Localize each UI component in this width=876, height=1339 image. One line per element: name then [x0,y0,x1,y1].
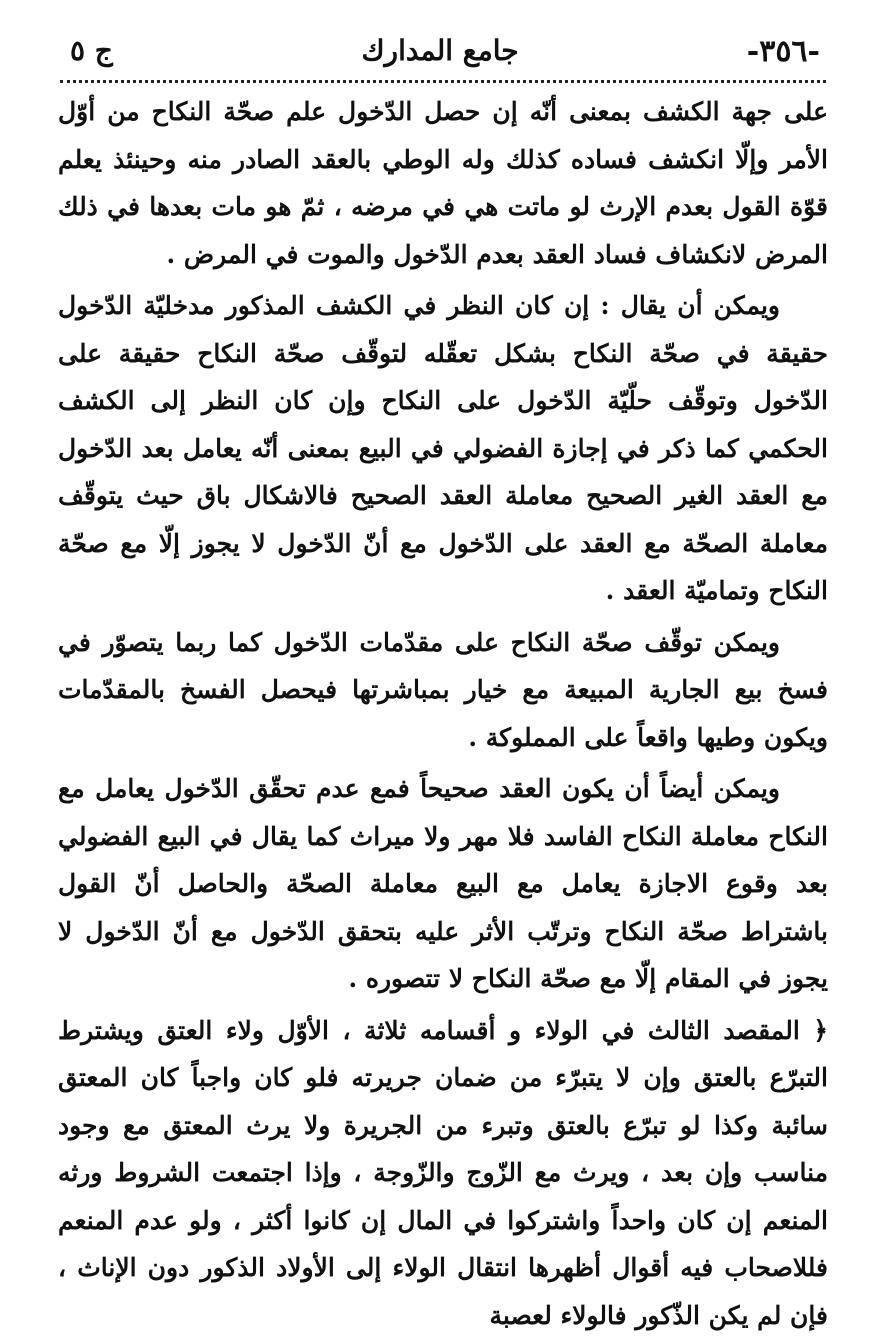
paragraph: ويمكن أن يقال : إن كان النظر في الكشف المذكور مدخليّة الدّخول حقيقة في صحّة النكاح بشكل تعقّله لتوقّف صحّة النكاح حقيقة على الدّخول وتوقّف حلّيّة الدّخول على النكاح وإن كان النظر إلى الكشف الحكمي كما ذكر في إجازة الفضولي في البيع بمعنى أنّه يعامل بعد الدّخول مع العقد الغير الصحيح معاملة العقد الصحيح فالاشكال باق حيث يتوقّف معاملة الصحّة مع العقد على الدّخول مع أنّ الدّخول لا يجوز إلّا مع صحّة النكاح وتماميّة العقد . [58,282,828,615]
volume-label: ج ٥ [70,34,113,67]
page-header [60,30,820,78]
header-divider [60,80,826,83]
paragraph: ويمكن توقّف صحّة النكاح على مقدّمات الدّخول كما ربما يتصوّر في فسخ بيع الجارية المبيعة مع خيار بمباشرتها فيحصل الفسخ بالمقدّمات ويكون وطيها واقعاً على المملوكة . [58,619,828,762]
page-number: -٣٥٦- [747,34,820,69]
paragraph: على جهة الكشف بمعنى أنّه إن حصل الدّخول علم صحّة النكاح من أوّل الأمر وإلّا انكشف فساده كذلك وله الوطي بالعقد الصادر منه وحينئذ يعلم قوّة القول بعدم الإرث لو ماتت هي في مرضه ، ثمّ هو مات بعدها في ذلك المرض لانكشاف فساد العقد بعدم الدّخول والموت في المرض . [58,88,828,278]
section-paragraph: ﴿ المقصد الثالث في الولاء و أقسامه ثلاثة ، الأوّل ولاء العتق ويشترط التبرّع بالعتق وإن لا يتبرّء من ضمان جريرته فلو كان واجباً كان المعتق سائبة وكذا لو تبرّع بالعتق وتبرء من الجريرة ولا يرث المعتق مع وجود مناسب وإن بعد ، ويرث مع الزّوج والزّوجة ، وإذا اجتمعت الشروط ورثه المنعم إن كان واحداً واشتركوا في المال إن كانوا أكثر ، ولو عدم المنعم فللاصحاب فيه أقوال أظهرها انتقال الولاء إلى الأولاد الذكور دون الإناث ، فإن لم يكن الذّكور فالولاء لعصبة [58,1007,828,1339]
paragraph: ويمكن أيضاً أن يكون العقد صحيحاً فمع عدم تحقّق الدّخول يعامل مع النكاح معاملة النكاح الفاسد فلا مهر ولا ميراث كما يقال في البيع الفضولي بعد وقوع الاجازة يعامل مع البيع معاملة الصحّة والحاصل أنّ القول باشتراط صحّة النكاح وترتّب الأثر عليه بتحقق الدّخول مع أنّ الدّخول لا يجوز في المقام إلّا مع صحّة النكاح لا تتصوره . [58,765,828,1003]
book-title: جامع المدارك [60,34,820,67]
body-text [58,88,828,1339]
